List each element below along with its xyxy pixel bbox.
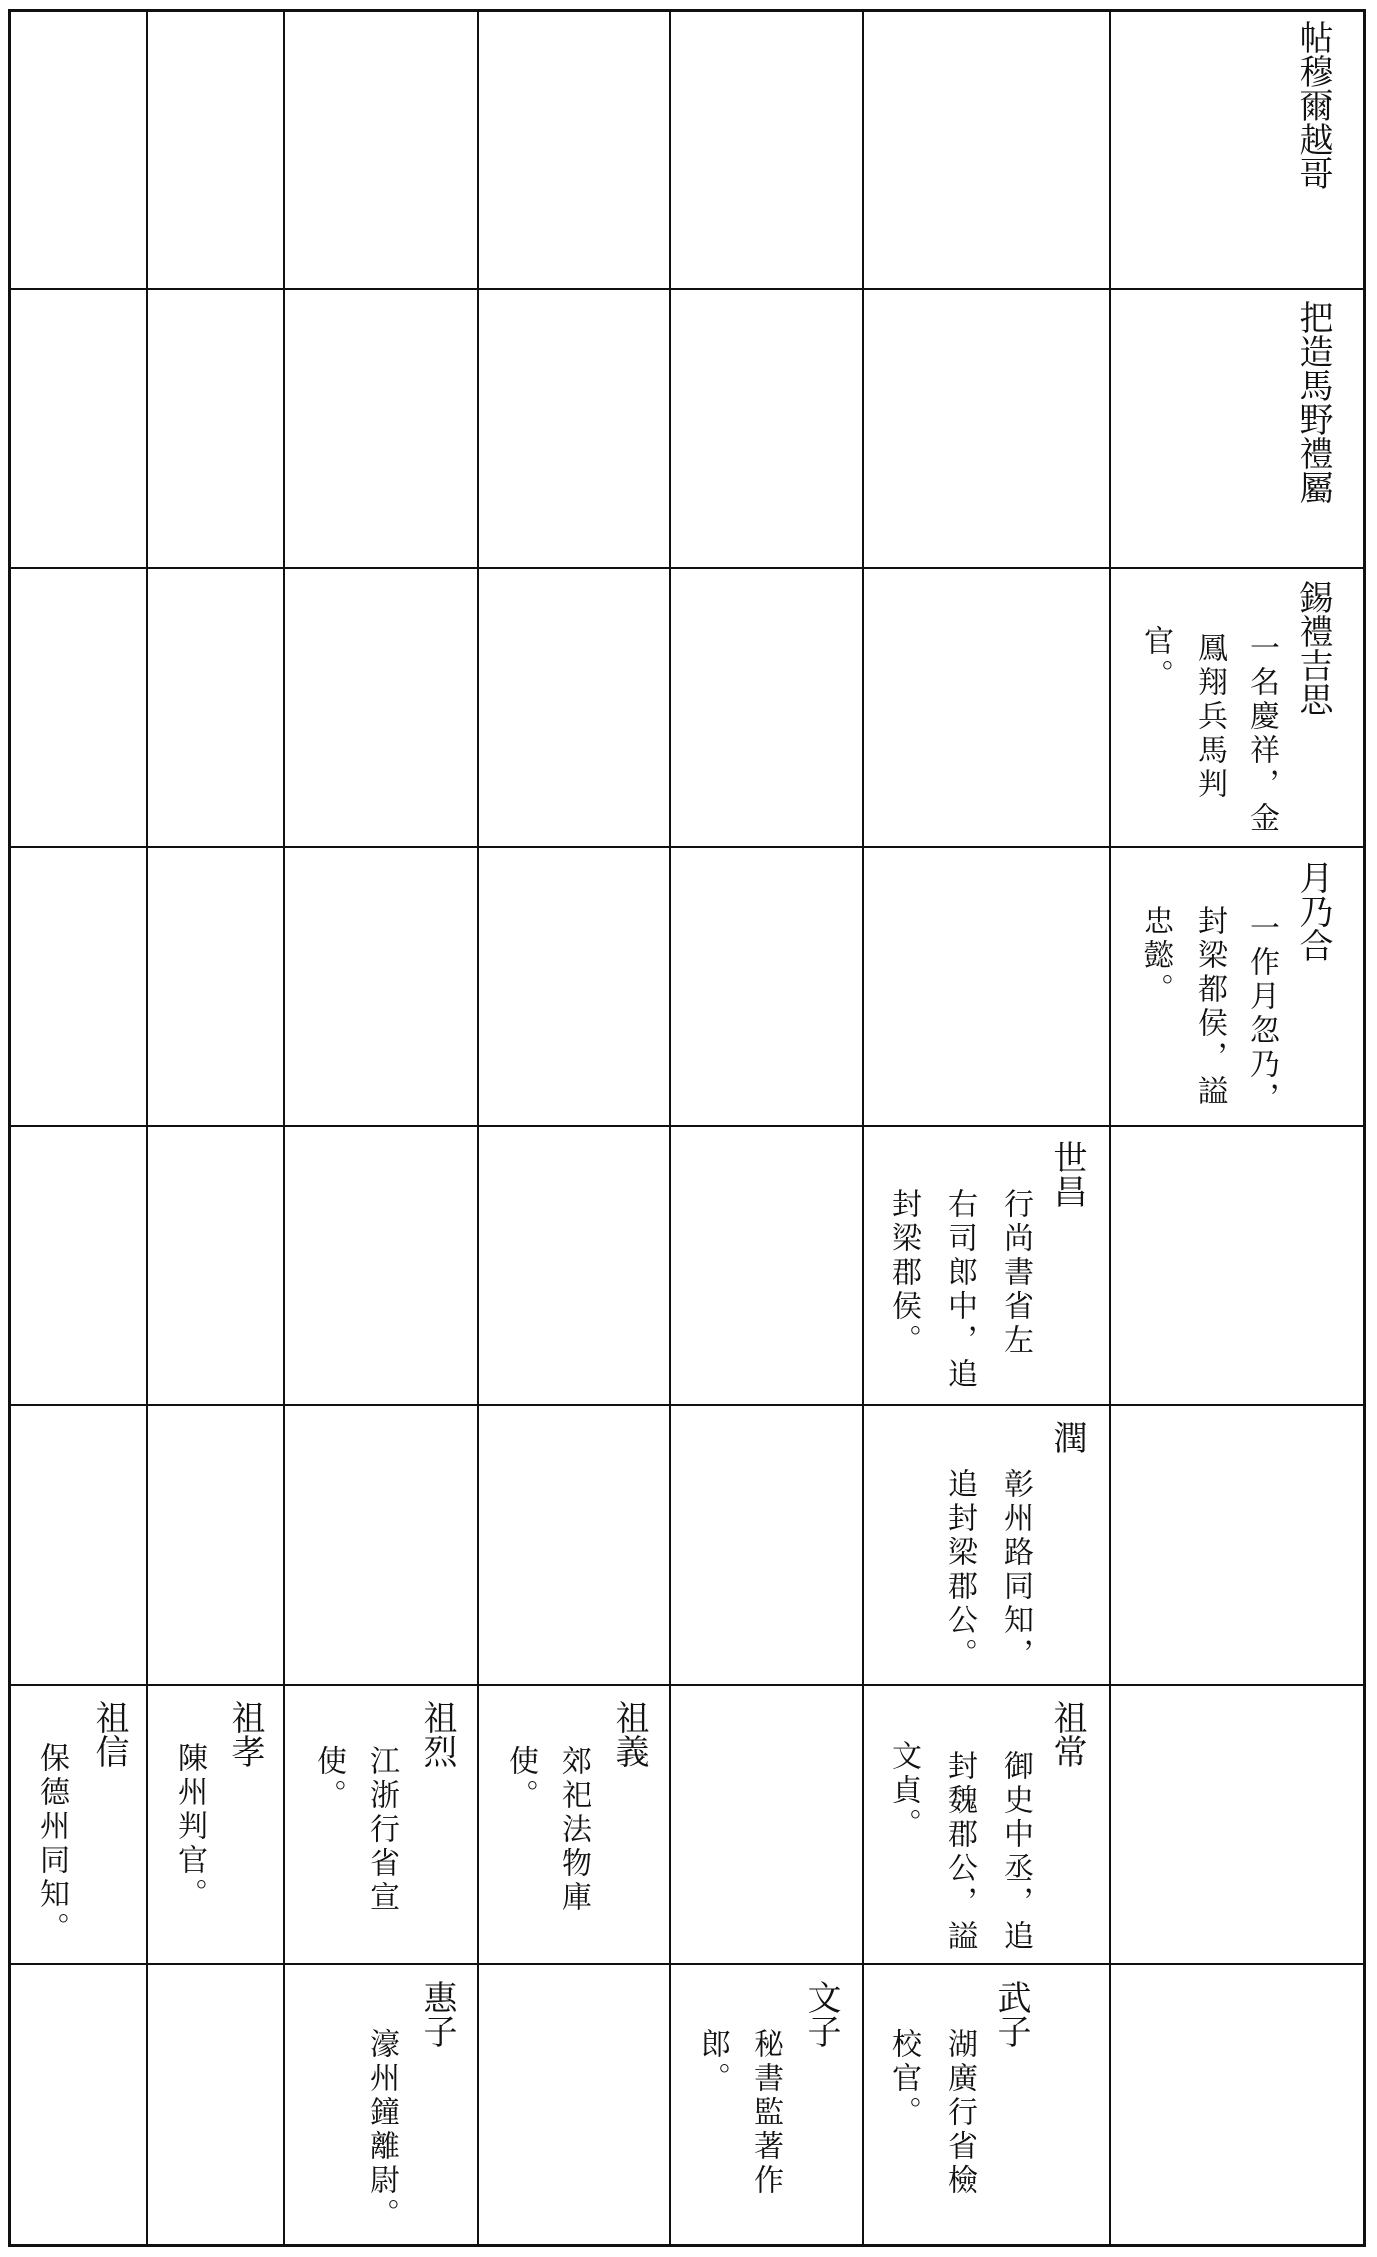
annotation-line: 使。	[503, 1745, 538, 1813]
annotation-line: 郊祀法物庫	[556, 1745, 591, 1915]
annotation-line: 湖廣行省檢	[942, 2028, 977, 2198]
annotation-line: 一名慶祥，金	[1244, 632, 1279, 836]
annotation-line: 鳳翔兵馬判	[1192, 632, 1227, 802]
row-divider	[10, 1963, 1364, 1965]
column-divider	[146, 11, 148, 2245]
annotation-line: 校官。	[886, 2028, 921, 2130]
person-name: 帖穆爾越哥	[1293, 20, 1333, 190]
row-divider	[10, 567, 1364, 569]
person-name: 祖烈	[417, 1700, 457, 1768]
row-divider	[10, 846, 1364, 848]
person-name: 祖孝	[225, 1700, 265, 1768]
annotation-line: 官。	[1138, 625, 1173, 693]
annotation-line: 秘書監著作	[748, 2028, 783, 2198]
column-divider	[477, 11, 479, 2245]
person-name: 月乃合	[1293, 860, 1333, 962]
annotation-line: 一作月忽乃，	[1244, 912, 1279, 1116]
annotation-line: 江浙行省宣	[364, 1745, 399, 1915]
column-divider	[1109, 11, 1111, 2245]
person-name: 文子	[801, 1980, 841, 2048]
annotation-line: 彰州路同知，	[998, 1468, 1033, 1672]
annotation-line: 使。	[311, 1745, 346, 1813]
person-name: 世昌	[1047, 1140, 1087, 1208]
person-name: 祖信	[89, 1700, 129, 1768]
person-name: 錫禮吉思	[1293, 580, 1333, 716]
annotation-line: 御史中丞，追	[998, 1750, 1033, 1954]
annotation-line: 保德州同知。	[34, 1742, 69, 1946]
column-divider	[669, 11, 671, 2245]
column-divider	[283, 11, 285, 2245]
row-divider	[10, 1404, 1364, 1406]
row-divider	[10, 288, 1364, 290]
genealogy-table	[8, 9, 1366, 2247]
row-divider	[10, 1125, 1364, 1127]
annotation-line: 封梁都侯，謚	[1192, 905, 1227, 1109]
row-divider	[10, 1684, 1364, 1686]
annotation-line: 文貞。	[886, 1740, 921, 1842]
annotation-line: 郎。	[695, 2028, 730, 2096]
person-name: 潤	[1047, 1420, 1087, 1454]
person-name: 惠子	[417, 1980, 457, 2048]
person-name: 祖義	[609, 1700, 649, 1768]
annotation-line: 陳州判官。	[172, 1742, 207, 1912]
person-name: 祖常	[1047, 1700, 1087, 1768]
person-name: 武子	[991, 1980, 1031, 2048]
column-divider	[862, 11, 864, 2245]
annotation-line: 右司郎中，追	[942, 1188, 977, 1392]
annotation-line: 追封梁郡公。	[942, 1468, 977, 1672]
annotation-line: 封魏郡公，謚	[942, 1750, 977, 1954]
person-name: 把造馬野禮屬	[1293, 300, 1333, 504]
annotation-line: 濠州鐘離尉。	[364, 2028, 399, 2232]
annotation-line: 忠懿。	[1138, 905, 1173, 1007]
annotation-line: 封梁郡侯。	[886, 1188, 921, 1358]
annotation-line: 行尚書省左	[998, 1188, 1033, 1358]
